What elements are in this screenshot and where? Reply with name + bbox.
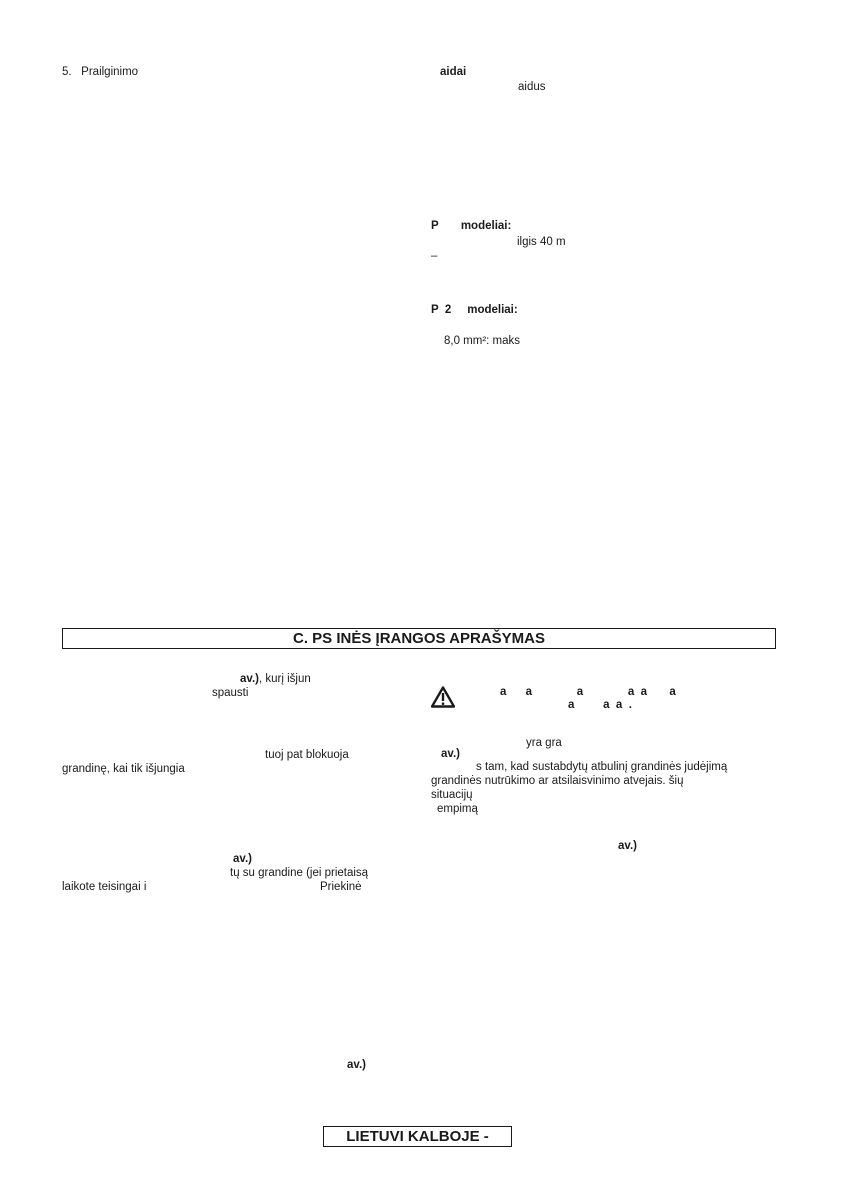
- paragraph-text: , kurį išjun: [258, 673, 311, 685]
- heading-models-2: P 2 modeliai:: [431, 304, 518, 316]
- list-item-5: 5. Prailginimo: [62, 66, 139, 78]
- text-dash: –: [431, 250, 438, 262]
- footer-label: LIETUVI KALBOJE -: [346, 1128, 489, 1145]
- text-aidus: aidus: [518, 81, 546, 93]
- warning-triangle-icon: [431, 686, 455, 708]
- heading-aidai: aidai: [440, 66, 467, 78]
- paragraph-line-2: spausti: [212, 687, 249, 699]
- paragraph-line: grandinės nutrūkimo ar atsilaisvinimo atvejais. šių: [431, 775, 684, 787]
- paragraph-line: situacijų: [431, 789, 473, 801]
- paragraph-line-1: [240, 673, 311, 686]
- paragraph-line-3: tuoj pat blokuoja: [265, 749, 349, 761]
- paragraph-line-7b: Priekinė: [320, 881, 362, 893]
- warning-line-2: a a a .: [568, 699, 632, 711]
- paragraph-line-7a: laikote teisingai i: [62, 881, 147, 893]
- section-title: C. PS INĖS ĮRANGOS APRAŠYMAS: [293, 630, 545, 647]
- ref-bold: av.): [441, 748, 460, 760]
- text-ilgis: ilgis 40 m: [517, 236, 566, 248]
- ref-bold: av.): [240, 673, 259, 685]
- ref-bold: av.): [618, 840, 637, 852]
- paragraph-line-6: tų su grandine (jei prietaisą: [230, 867, 369, 879]
- paragraph-line: empimą: [437, 803, 478, 815]
- ref-bold: av.): [233, 853, 252, 865]
- warning-line-1: a a a a a a: [500, 686, 676, 698]
- heading-models-1: P modeliai:: [431, 220, 512, 232]
- paragraph-line-4: grandinę, kai tik išjungia: [62, 763, 185, 775]
- section-title-bar: [62, 628, 776, 649]
- ref-bold: av.): [347, 1059, 366, 1071]
- paragraph-line: s tam, kad sustabdytų atbulinį grandinės judėjimą: [476, 761, 728, 773]
- paragraph-line: yra gra: [526, 737, 562, 749]
- page-footer: [323, 1126, 512, 1147]
- text-section-value: 8,0 mm²: maks: [444, 335, 521, 347]
